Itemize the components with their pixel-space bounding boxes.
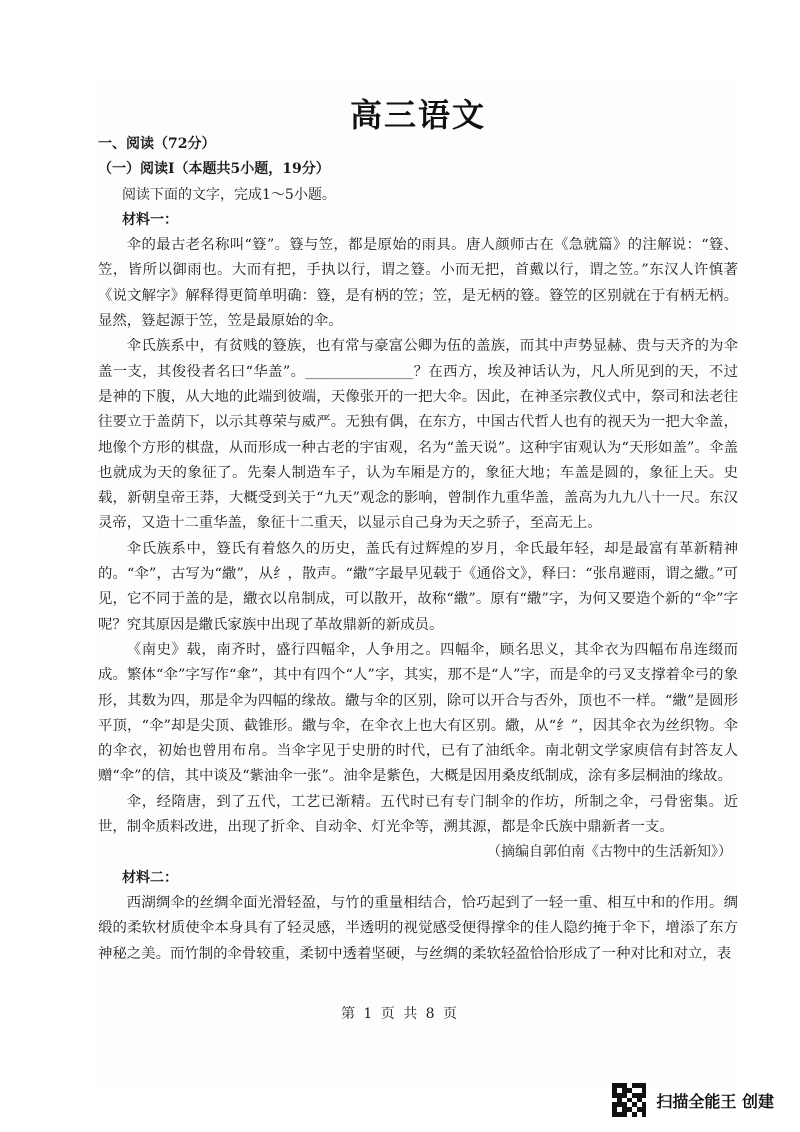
instruction-text: 阅读下面的文字，完成1～5小题。 (122, 186, 336, 203)
paragraph: 伞，经隋唐，到了五代，工艺已渐精。五代时已有专门制伞的作坊，所制之伞，弓骨密集。近世，制伞质料改进，出现了折伞、自动伞、灯光伞等，溯其源，都是伞氏族中鼎新者一支。 (98, 793, 738, 836)
page-title: 高三语文 (349, 96, 486, 134)
qr-code-icon (612, 1083, 646, 1117)
source-citation: （摘编自郭伯南《古物中的生活新知》） (487, 844, 732, 861)
paragraph: 伞氏族系中，簦氏有着悠久的历史，盖氏有过辉煌的岁月，伞氏最年轻，却是最富有革新精神的。“伞”，古写为“繖”，从纟，散声。“繖”字最早见载于《通俗文》，释曰：“张帛避雨，谓之繖。”可见，它不同于盖的是，繖衣以帛制成，可以散开，故称“繖”。原有“繖”字，为何又要造个新的“伞”字呢？究其原因是繖氏家族中出现了革故鼎新的新成员。 (98, 540, 738, 633)
document-body (98, 130, 738, 967)
paragraph: 西湖绸伞的丝绸伞面光滑轻盈，与竹的重量相结合，恰巧起到了一轻一重、相互中和的作用。绸缎的柔软材质使伞本身具有了轻灵感，半透明的视觉感受便得撑伞的佳人隐约掩于伞下，增添了东方神秘之美。而竹制的伞骨较重，柔韧中透着坚硬，与丝绸的柔软轻盈恰恰形成了一种对比和对立，表 (98, 894, 738, 962)
section-heading: 一、阅读（72分） (98, 136, 216, 152)
material-one-label: 材料一： (122, 211, 178, 228)
subsection-heading: （一）阅读Ⅰ（本题共5小题，19分） (98, 161, 330, 178)
document-page (98, 80, 738, 1090)
paragraph: 《南史》载，南齐时，盛行四幅伞，人争用之。四幅伞，顾名思义，其伞衣为四幅布帛连缀而成。繁体“伞”字写作“傘”，其中有四个“人”字，其实，那不是“人”字，而是伞的弓叉支撑着伞弓的象形，其数为四，那是伞为四幅的缘故。繖与伞的区别，除可以开合与否外，顶也不一样。“繖”是圆形平顶，“伞”却是尖顶、截锥形。繖与伞，在伞衣上也大有区别。繖，从“纟”，因其伞衣为丝织物。伞的伞衣，初始也曾用布帛。当伞字见于史册的时代，已有了油纸伞。南北朝文学家庾信有封答友人赠“伞”的信，其中谈及“紫油伞一张”。油伞是紫色，大概是因用桑皮纸制成，涂有多层桐油的缘故。 (98, 641, 738, 785)
scanner-watermark (612, 1082, 774, 1118)
page-number: 第 1 页 共 8 页 (340, 1006, 460, 1022)
material-two-label: 材料二： (122, 869, 178, 886)
brand-text: 扫描全能王 创建 (656, 1091, 774, 1111)
paragraph: 伞的最古老名称叫“簦”。簦与笠，都是原始的雨具。唐人颜师古在《急就篇》的注解说：“簦、笠，皆所以御雨也。大而有把，手执以行，谓之簦。小而无把，首戴以行，谓之笠。”东汉人许慎著《说文解字》解释得更简单明确：簦，是有柄的笠；笠，是无柄的簦。簦笠的区别就在于有柄无柄。显然，簦起源于笠，笠是最原始的伞。 (98, 237, 738, 330)
paragraph: 伞氏族系中，有贫贱的簦族，也有常与豪富公卿为伍的盖族，而其中声势显赫、贵与天齐的为伞盖一支，其俊役者名曰“华盖”。_______________？在西方，埃及神话认为，凡人所见到的天，不过是神的下腹，从大地的此端到彼端，天像张开的一把大伞。因此，在神圣宗教仪式中，祭司和法老往往要立于盖荫下，以示其尊荣与威严。无独有偶，在东方，中国古代哲人也有的视天为一把大伞盖，地像个方形的棋盘，从而形成一种古老的宇宙观，名为“盖天说”。这种宇宙观认为“天形如盖”。伞盖也就成为天的象征了。先秦人制造车子，认为车厢是方的，象征大地；车盖是圆的，象征上天。史载，新朝皇帝王莽，大概受到关于“九天”观念的影响，曾制作九重华盖，盖高为九九八十一尺。东汉灵帝，又造十二重华盖，象征十二重天，以显示自己身为天之骄子，至高无上。 (98, 338, 738, 532)
